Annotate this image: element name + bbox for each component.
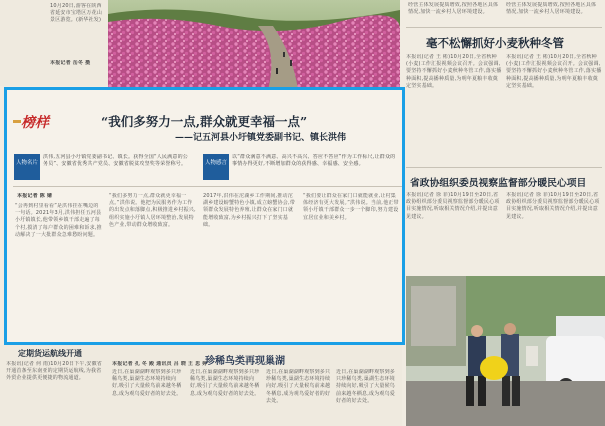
wheat-body-col2: 本报讯(记者 王 彬)10月20日,全省秋种(小麦)工作汇报视频会议召开。会议强调,要坚持不懈抓好小麦秋种冬管工作,落实播种面积,提高播种质量,为明年夏粮丰收奠定坚实基础。 [506, 54, 602, 89]
feature-col-4: “我们要让群众在家门口就能就业,让村集体经济有更大发展。”洪伟说。当前,他正带领小圩镇干部群众一步一个脚印,努力建设宜居宜业和美乡村。 [303, 193, 399, 221]
photo-credit: 本报记者 岳冬 摄 [50, 60, 91, 66]
feature-article[interactable] [4, 87, 405, 345]
bottom-left-text: 本报讯(记者 何 雨)10月20日下午,安徽省开通首条至东南亚的定期货运航线,为我省外贸企业提供更便捷的物流通道。 [6, 361, 102, 382]
bottom-strip [0, 345, 402, 426]
feature-col-1: “会再到村里看看”是洪伟挂在嘴边的一句话。2021年3月,洪伟担任五河县小圩镇镇长,他带领乡镇干部走遍了每个村,摸清了每户群众的困难和诉求,推动解决了一大批群众急难愁盼问题。 [15, 203, 102, 238]
feature-headline: “我们多努力一点,群众就更幸福一点” [101, 114, 308, 129]
bottom-photo-text-3: 近日,在巢湖湖畔观察到多只珍稀鸟类,巢湖生态环境持续向好,吸引了大量候鸟前来越冬栖息,成为观鸟爱好者的好去处。 [336, 369, 395, 404]
section-tag: 榜样 [21, 115, 49, 131]
right-top-text-2: 经营主体发展提质增效,按照各地区具体情况,加快一流乡村人居环境建设。 [506, 2, 597, 16]
cppcc-headline: 省政协组织委员视察监督部分暖民心项目 [410, 178, 587, 189]
feature-col-2: “我们多努力一点,群众就更幸福一点。”洪伟说。他把为民服务作为工作的出发点和落脚点,积极推进乡村振兴,组织实施小圩镇人居环境整治,发展特色产业,带动群众增收致富。 [109, 193, 196, 228]
divider [406, 27, 602, 28]
cppcc-body-col1: 本报讯(记者 徐 菲)10月19日至20日,省政协组织部分委员视察监督部分暖民心项目实施情况,听取相关情况介绍,并提出意见建议。 [406, 192, 500, 220]
bottom-mid-byline: 本报记者 孔 冬 殿 通讯员 吕 晓 王 思 婷 [112, 361, 208, 367]
right-column [402, 0, 605, 426]
right-top-text: 经营主体发展提质增效,按照各地区具体情况,加快一流乡村人居环境建设。 [408, 2, 499, 16]
bottom-photo-text-1: 近日,在巢湖湖畔观察到多只珍稀鸟类,巢湖生态环境持续向好,吸引了大量候鸟前来越冬栖息,成为观鸟爱好者的好去处。 [190, 369, 260, 397]
bottom-mid-text: 近日,在巢湖湖畔观察到多只珍稀鸟类,巢湖生态环境持续向好,吸引了大量候鸟前来越冬栖息,成为观鸟爱好者的好去处。 [112, 369, 182, 397]
intro-left-text: 洪伟,五河县小圩镇党委副书记、镇长。获得全国“人民满意的公务员”、安徽省优秀共产党员、安徽省脱贫攻坚奖等荣誉称号。 [43, 154, 188, 168]
feature-subhead: ——记五河县小圩镇党委副书记、镇长洪伟 [175, 133, 347, 143]
bottom-photo-text-2: 近日,在巢湖湖畔观察到多只珍稀鸟类,巢湖生态环境持续向好,吸引了大量候鸟前来越冬栖息,成为观鸟爱好者的好去处。 [266, 369, 331, 404]
feature-col-3: 2017年,洪伟在沱湖乡工作期间,推动沱湖乡建设螃蟹特色小镇,成立螃蟹协会,带领群众发展特色养殖,让群众在家门口就能增收致富,为乡村振兴打下了坚实基础。 [203, 193, 295, 228]
feature-byline: 本报记者 陈 婧 [17, 193, 53, 199]
cppcc-body-col2: 本报讯(记者 徐 菲)10月19日至20日,省政协组织部分委员视察监督部分暖民心项目实施情况,听取相关情况介绍,并提出意见建议。 [506, 192, 600, 220]
divider [13, 186, 402, 187]
tag-decoration [13, 120, 21, 123]
bottom-photo-headline: 珍稀鸟类再现巢湖 [205, 356, 285, 367]
bottom-left-headline: 定期货运航线开通 [18, 348, 82, 358]
top-left-caption-block [0, 0, 108, 86]
volunteers-photo [406, 276, 605, 426]
wheat-headline: 毫不松懈抓好小麦秋种冬管 [426, 36, 564, 50]
caption-text: 10月20日,游客在陕西省延安市宝塔区万花山景区游览。(新华社发) [50, 3, 103, 24]
divider [406, 167, 602, 168]
wheat-body-col1: 本报讯(记者 王 彬)10月20日,全省秋种(小麦)工作汇报视频会议召开。会议强调,要坚持不懈抓好小麦秋种冬管工作,落实播种面积,提高播种质量,为明年夏粮丰收奠定坚实基础。 [406, 54, 502, 89]
intro-right-text: 以“群众满意不满意、高兴不高兴、答应不答应”作为工作标尺,让群众的事情办得更好,不断增加群众的获得感、幸福感、安全感。 [232, 154, 396, 168]
flower-field-photo [108, 0, 400, 90]
intro-right-label: 人物感言 [203, 154, 229, 180]
intro-left-label: 人物名片 [14, 154, 40, 180]
